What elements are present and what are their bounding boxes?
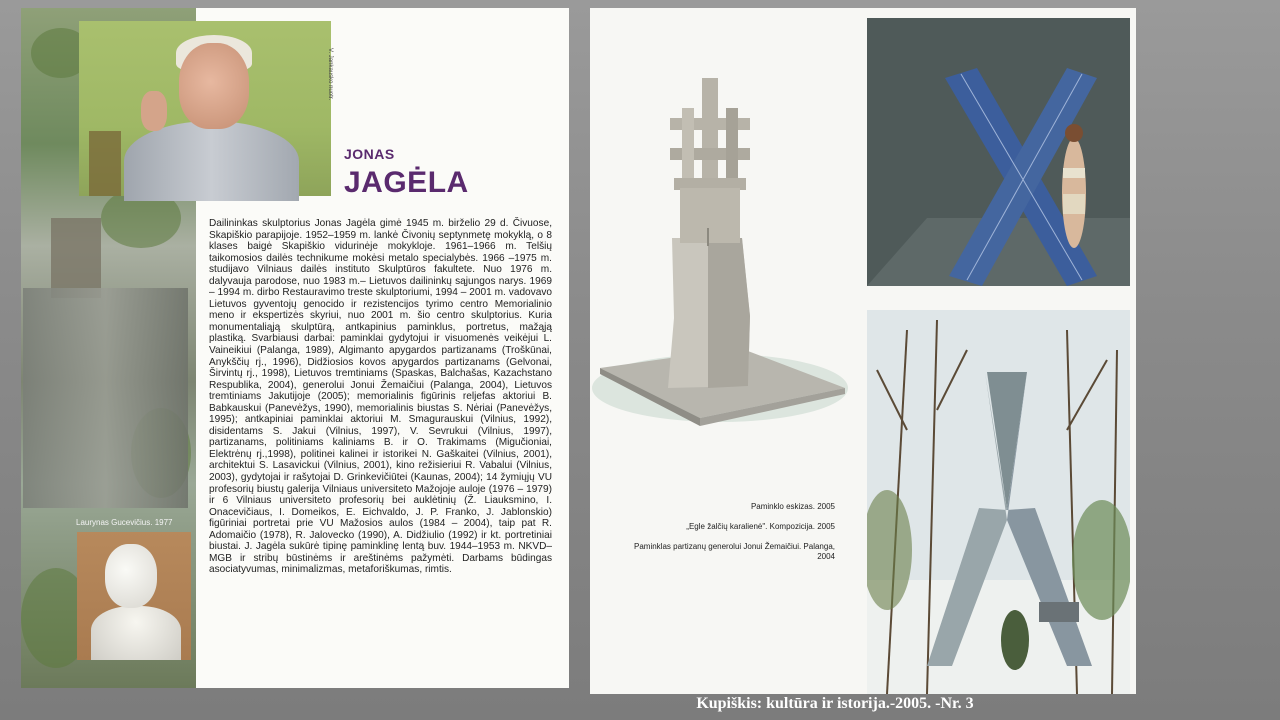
caption-composition: „Egle žalčių karalienė". Kompozicija. 2005 [686,522,835,531]
artist-last-name: JAGĖLA [344,166,469,199]
caption-monument: Paminklas partizanų generolui Jonui Žemaičiui. Palanga, 2004 [634,542,835,561]
artist-first-name: JONAS [344,146,395,162]
bust-caption: Laurynas Gucevičius. 1977 [76,518,173,527]
source-footer: Kupiškis: kultūra ir istorija.-2005. -Nr. 3 [696,695,974,712]
right-page [590,8,1136,694]
biography-text: Dailininkas skulptorius Jonas Jagėla gimė 1945 m. birželio 29 d. Čivuose, Skapiškio parapijoje. 1952–1959 m. lankė Čivonių septynmetę mokyklą, o 8 klases baigė Skapiškio vidurinėje mokykloje. 1961–1966 m. Telšių taikomosios dailės technikume mokėsi metalo specialybės. 1966 –1975 m. studijavo Vilniaus dailės instituto Skulptūros fakultete. Nuo 1976 m. dalyvauja parodose, nuo 1983 m.– Lietuvos dailininkų sąjungos narys. 1969 – 1994 m. dirbo Restauravimo treste skulptoriumi, 1994 – 2001 m. vadovavo Lietuvos gyventojų genocido ir rezistencijos tyrimo centro Memorialinio meno ir ekspertizės skyriui, nuo 2001 m. šio centro skulptorius. Kuria monumentaliąją skulptūrą, antkapinius paminklus, portretus, mažąją plastiką. Svarbiausi darbai: paminklai gydytojui ir visuomenės veikėjui L. Vaineikiui (Palanga, 1989), Algimanto apygardos partizanams (Troškūnai, Anykščių rj., 1996), Didžiosios kovos apygardos partizanams (Gelvonai, Širvintų rj., 1998), Lietuvos tremtiniams (Spaskas, Balchašas, Kazachstano Respublika, 2004), generolui Jonui Žemaičiui (Palanga, 2004), Lietuvos tremtiniams Jakutijoje (2005); memorialinis figūrinis reljefas aktoriui B. Babkauskui (Panevėžys, 1990), memorialinis biustas S. Nėriai (Panevėžys, 1995); antkapiniai paminklai aktoriui M. Smagurauskui (Vilnius, 1992), disidentams S. Jakui (Vilnius, 1997), V. Sevrukui (Vilnius, 1997), partizanams, politiniams kaliniams B. ir O. Trakimams (Migučioniai, Elektrėnų rj.,1998), politinei kalinei ir istorikei N. Gaškaitei (Vilnius, 2001), architektui S. Lasavickui (Vilnius, 2001), kino režisieriui R. Vabalui (Vilnius, 2003), gydytojai ir rašytojai D. Grinkevičiūtei (Kaunas, 2004); 14 žymiųjų VU profesorių biustų galerija Vilniaus universiteto Mažojoje auloje (1976 – 1979) ir 6 Vilniaus universiteto profesorių bei auklėtinių (Ž. Liauksmino, I. Onacevičiaus, I. Domeikos, E. Eichvaldo, J. P. Franko, J. Jablonskio) figūriniai portretai prie VU Mažosios aulos (1984 – 2004), taip pat R. Adomaičio (1978), R. Jalovecko (1990), A. Didžiulio (1992) ir kt. portretiniai biustai. J. Jagėla sukūrė tipinę paminklinę lentą buv. 1944–1953 m. NKVD–MGB ir stribų būstinėms ir areštinėms pažymėti. Darbams būdingas asociatyvumas, minimalizmas, metaforiškumas, rimtis. [209,218,552,576]
caption-sketch: Paminklo eskizas. 2005 [750,502,835,511]
image-captions [630,502,835,572]
palanga-monument-photo [867,310,1130,694]
artist-portrait-photo [79,21,331,196]
monument-sketch-model [590,68,850,438]
bust-sculpture-photo [77,532,191,660]
photo-credit: V. Jankausko nuotr. [327,48,333,101]
left-page [21,8,569,688]
render-composition-image [867,18,1130,286]
